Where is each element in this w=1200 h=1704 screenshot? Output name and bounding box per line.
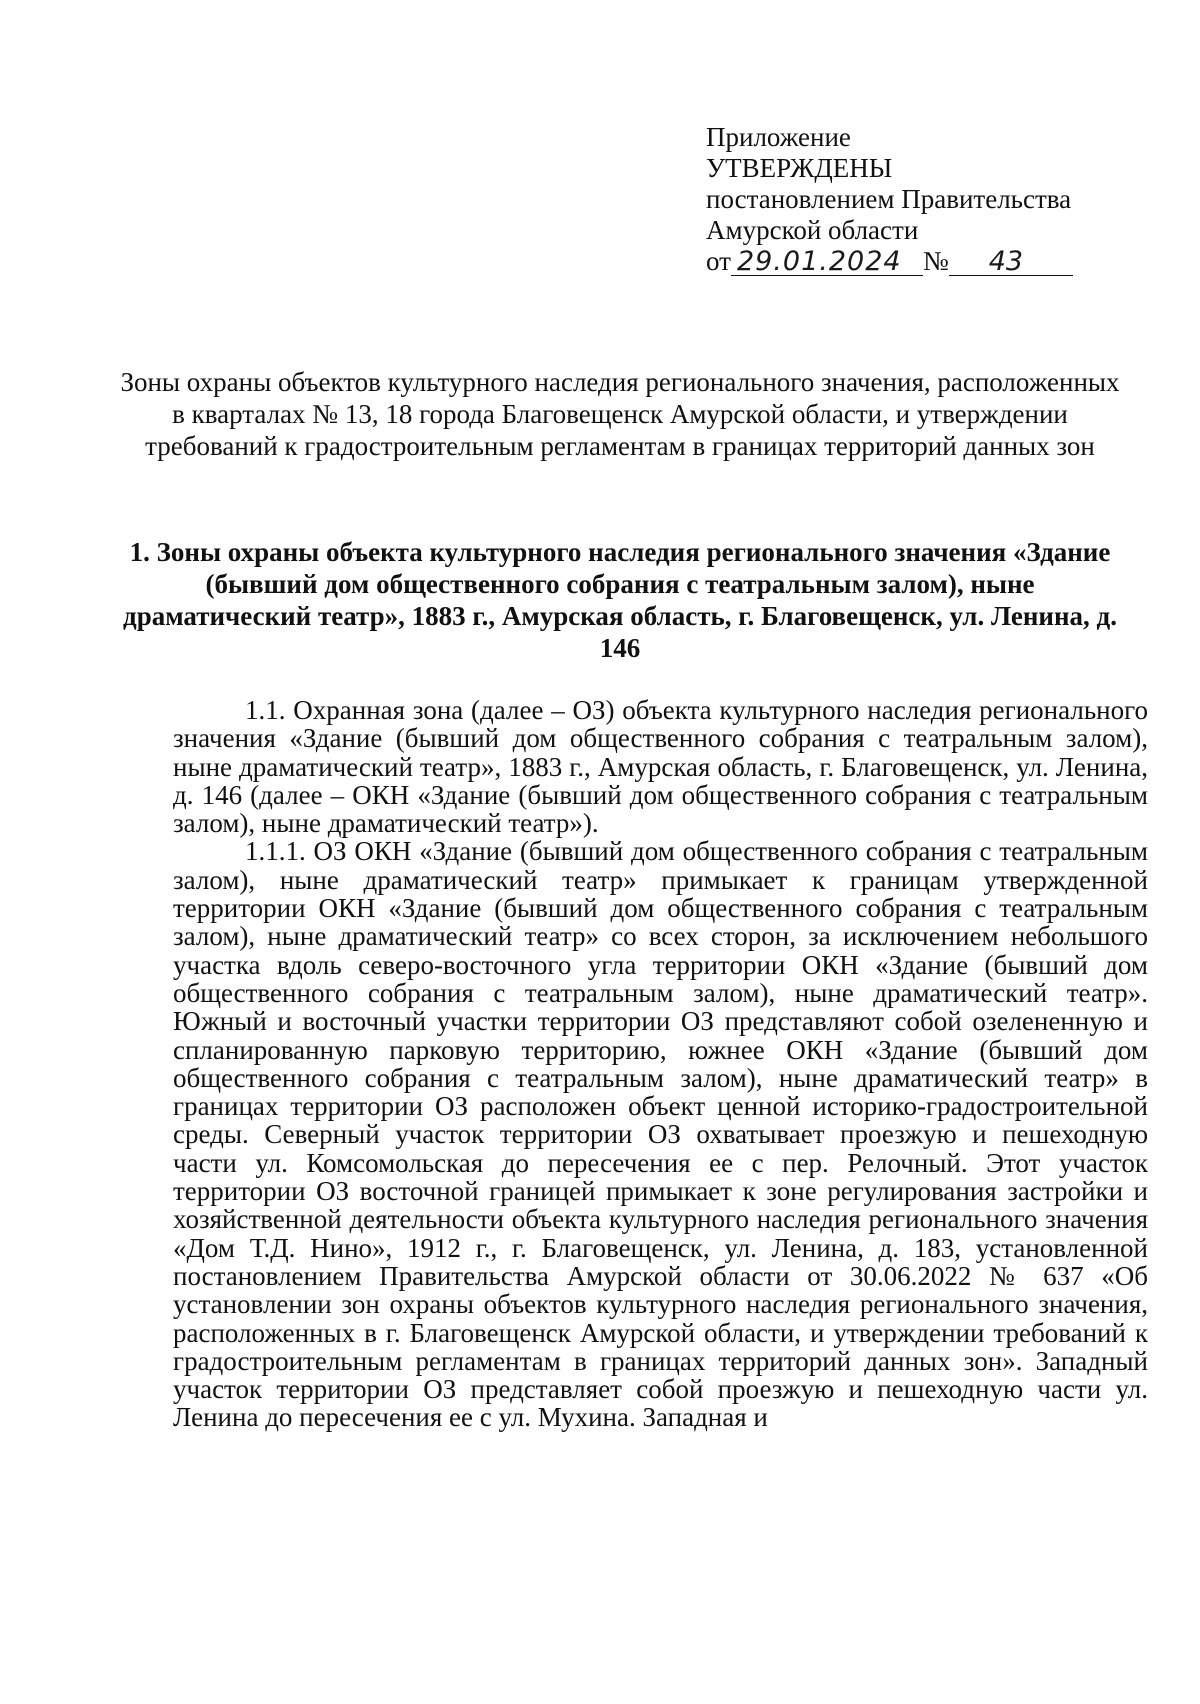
approved-label: УТВЕРЖДЕНЫ: [706, 153, 893, 183]
handwritten-date: 29.01.2024: [731, 249, 923, 276]
number-label: №: [922, 246, 949, 276]
section-1-title: 1. Зоны охраны объекта культурного наследия регионального значения «Здание (бывший дом общественного собрания с театральным залом), ныне драматический театр», 1883 г., Амурская область, г. Благовещенск, ул. Ленина, д. 146: [123, 537, 1117, 663]
date-number-line: [706, 246, 1073, 277]
handwritten-number: 43: [949, 249, 1073, 276]
body-text: [173, 696, 1148, 1432]
document-title: Зоны охраны объектов культурного наследия регионального значения, расположенных в кварталах № 13, 18 города Благовещенск Амурской области, и утверждении требований к градостроительным регламентам в границах территорий данных зон: [120, 367, 1120, 461]
from-label: от: [706, 246, 731, 276]
appendix-label: Приложение: [706, 122, 851, 152]
paragraph-1-1-1: 1.1.1. ОЗ ОКН «Здание (бывший дом общественного собрания с театральным залом), ныне драматический театр» примыкает к границам утвержденной территории ОКН «Здание (бывший дом общественного собрания с театральным залом), ныне драматический театр» со всех сторон, за исключением небольшого участка вдоль северо-восточного угла территории ОКН «Здание (бывший дом общественного собрания с театральным залом), ныне драматический театр». Южный и восточный участки территории ОЗ представляют собой озелененную и спланированную парковую территорию, южнее ОКН «Здание (бывший дом общественного собрания с театральным залом), ныне драматический театр» в границах территории ОЗ расположен объект ценной историко-градостроительной среды. Северный участок территории ОЗ охватывает проезжую и пешеходную части ул. Комсомольская до пересечения ее с пер. Релочный. Этот участок территории ОЗ восточной границей примыкает к зоне регулирования застройки и хозяйственной деятельности объекта культурного наследия регионального значения «Дом Т.Д. Нино», 1912 г., г. Благовещенск, ул. Ленина, д. 183, установленной постановлением Правительства Амурской области от 30.06.2022 № 637 «Об установлении зон охраны объектов культурного наследия регионального значения, расположенных в г. Благовещенск Амурской области, и утверждении требований к градостроительным регламентам в границах территорий данных зон». Западный участок территории ОЗ представляет собой проезжую и пешеходную части ул. Ленина до пересечения ее с ул. Мухина. Западная и: [173, 836, 1148, 1433]
approval-block: [706, 122, 1073, 277]
paragraph-1-1: 1.1. Охранная зона (далее – ОЗ) объекта культурного наследия регионального значения «Здание (бывший дом общественного собрания с театральным залом), ныне драматический театр», 1883 г., Амурская область, г. Благовещенск, ул. Ленина, д. 146 (далее – ОКН «Здание (бывший дом общественного собрания с театральным залом), ныне драматический театр»).: [173, 695, 1148, 839]
resolution-label: постановлением Правительства: [706, 184, 1072, 214]
region-label: Амурской области: [706, 215, 919, 245]
